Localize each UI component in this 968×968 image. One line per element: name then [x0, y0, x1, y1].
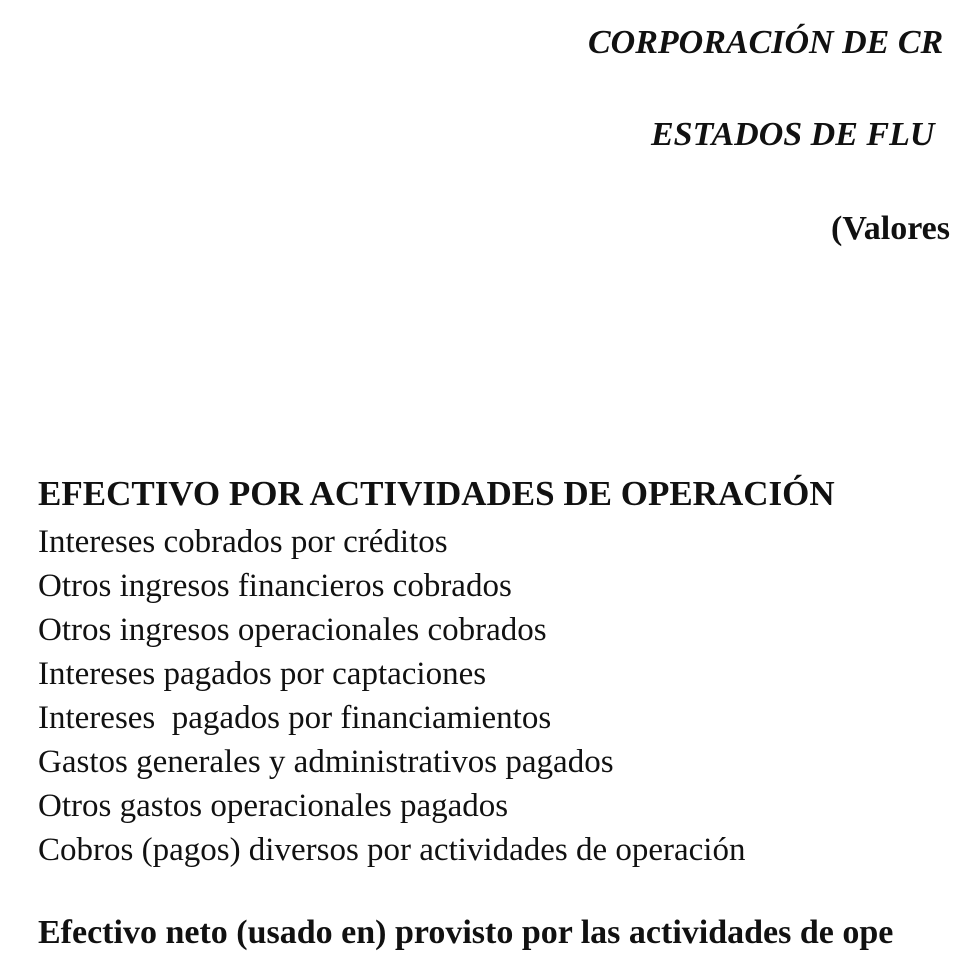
line-item: Gastos generales y administrativos pagados [38, 744, 614, 780]
values-note-heading: (Valores [831, 210, 950, 247]
line-item: Cobros (pagos) diversos por actividades de operación [38, 832, 746, 868]
line-item: Intereses cobrados por créditos [38, 524, 448, 560]
line-item: Intereses pagados por captaciones [38, 656, 487, 692]
line-item: Intereses pagados por financiamientos [38, 700, 552, 736]
line-item: Otros ingresos operacionales cobrados [38, 612, 547, 648]
line-item: Otros ingresos financieros cobrados [38, 568, 512, 604]
operating-activities-heading: EFECTIVO POR ACTIVIDADES DE OPERACIÓN [38, 474, 835, 513]
line-item: Otros gastos operacionales pagados [38, 788, 509, 824]
operating-line-items [38, 520, 745, 872]
net-cash-operating-line: Efectivo neto (usado en) provisto por las actividades de ope [38, 914, 894, 951]
statement-title-heading: ESTADOS DE FLU [651, 116, 935, 153]
company-name-heading: CORPORACIÓN DE CR [588, 24, 944, 61]
